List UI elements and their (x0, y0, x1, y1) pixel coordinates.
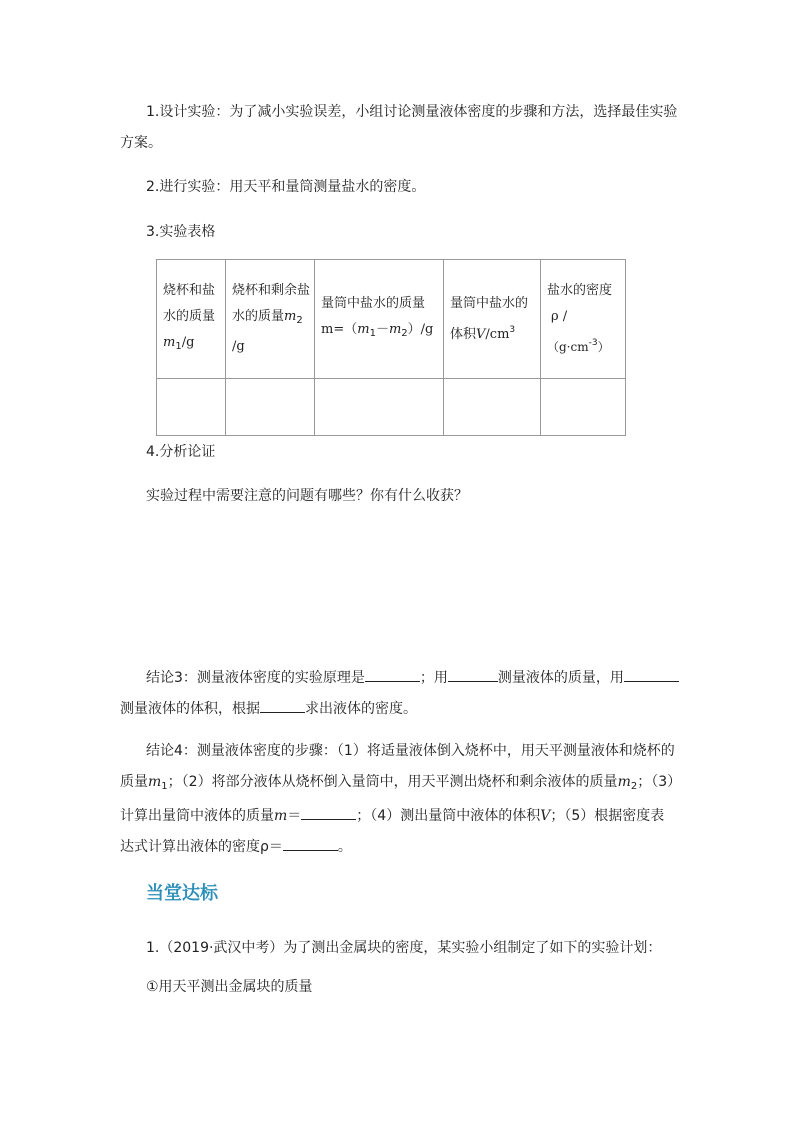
header-cell-2 (226, 260, 315, 379)
sub-1: 1 (161, 781, 168, 792)
conclusion-4-line-4 (120, 834, 352, 857)
conclusion-4-text: ；（4）测出量筒中液体的体积 (356, 808, 541, 824)
section-2: 2.进行实验：用天平和量筒测量盐水的密度。 (146, 179, 426, 195)
section-3: 3.实验表格 (146, 224, 216, 240)
conclusion-4-line-3 (120, 803, 664, 826)
header-5-line-2: ρ / (551, 308, 568, 324)
conclusion-4-text: 质量 (120, 774, 148, 790)
header-2-sub: 2 (296, 315, 303, 326)
sub-2: 2 (630, 781, 638, 792)
header-2-unit: /g (232, 339, 245, 354)
question-1-step-1: ①用天平测出金属块的质量 (146, 979, 313, 995)
conclusion-3-part-5: 求出液体的密度。 (305, 701, 417, 717)
var-m: m (148, 774, 162, 790)
experiment-table (156, 259, 626, 436)
header-2-line-2: 水的质量 (232, 309, 285, 324)
header-3-line-1: 量筒中盐水的质量 (321, 296, 426, 311)
header-cell-4 (444, 260, 541, 379)
header-4-line-2: 体积 (450, 326, 477, 342)
table-cell[interactable] (541, 379, 626, 436)
header-4-unit: /cm (485, 326, 510, 342)
header-1-line-2: 水的质量 (163, 309, 216, 324)
table-cell[interactable] (226, 379, 315, 436)
conclusion-3-part-1: 结论3：测量液体密度的实验原理是 (146, 670, 365, 686)
header-4-sup: 3 (509, 324, 516, 335)
conclusion-3-line-1 (146, 665, 679, 688)
question-text: 实验过程中需要注意的问题有哪些？你有什么收获？ (146, 488, 468, 504)
question-1: 1.（2019·武汉中考）为了测出金属块的密度，某实验小组制定了如下的实验计划： (146, 940, 662, 956)
table-empty-row (157, 379, 626, 436)
header-1-unit: /g (181, 335, 195, 350)
header-3-minus: － (375, 322, 389, 337)
section-heading: 当堂达标 (146, 883, 218, 904)
header-cell-1 (157, 260, 226, 379)
blank-field[interactable] (283, 834, 338, 851)
header-1-sub: 1 (175, 341, 182, 352)
conclusion-3-part-2: ；用 (419, 670, 448, 686)
header-1-line-1: 烧杯和盐 (163, 283, 216, 298)
conclusion-3-part-4: 测量液体的体积，根据 (120, 701, 260, 717)
header-4-line-1: 量筒中盐水的 (450, 295, 529, 311)
conclusion-4-line-1: 结论4：测量液体密度的步骤：（1）将适量液体倒入烧杯中，用天平测量液体和烧杯的 (146, 743, 675, 759)
header-3-sub-2: 2 (401, 328, 408, 339)
header-3-var-2: m (388, 322, 402, 337)
header-5-sup: -3 (588, 337, 598, 348)
header-3-open: m=（ (321, 322, 358, 337)
blank-field[interactable] (448, 665, 498, 682)
header-2-var: m (284, 309, 297, 324)
blank-field[interactable] (301, 803, 356, 820)
header-1-var: m (163, 335, 176, 350)
header-5-line-1: 盐水的密度 (547, 282, 613, 298)
header-5-close: ） (597, 339, 610, 354)
table-cell[interactable] (157, 379, 226, 436)
equals-sign: ＝ (287, 808, 302, 824)
conclusion-3-line-2 (120, 696, 417, 719)
blank-field[interactable] (260, 696, 305, 713)
conclusion-4-text: ；（2）将部分液体从烧杯倒入量筒中，用天平测出烧杯和剩余液体的质量 (167, 774, 618, 790)
header-3-sub-1: 1 (369, 328, 376, 339)
conclusion-4-text: 达式计算出液体的密度ρ＝ (120, 839, 283, 855)
header-3-unit: ）/g (407, 322, 434, 337)
conclusion-3-part-3: 测量液体的质量，用 (497, 670, 624, 686)
conclusion-4-text: 。 (337, 839, 352, 855)
table-header-row (157, 260, 626, 379)
header-5-unit: （g·cm (547, 339, 589, 354)
header-cell-5 (541, 260, 626, 379)
table-cell[interactable] (444, 379, 541, 436)
conclusion-4-text: ；（3） (637, 774, 682, 790)
header-cell-3 (315, 260, 444, 379)
table-cell[interactable] (315, 379, 444, 436)
conclusion-4-line-2 (120, 772, 681, 797)
var-m: m (274, 808, 288, 824)
section-1-line-1: 1.设计实验：为了减小实验误差，小组讨论测量液体密度的步骤和方法，选择最佳实验 (146, 104, 678, 120)
section-1-line-2: 方案。 (120, 135, 162, 151)
var-m: m (617, 774, 631, 790)
header-4-var: V (476, 326, 486, 342)
conclusion-4-text: 计算出量筒中液体的质量 (120, 808, 274, 824)
header-3-var-1: m (357, 322, 370, 337)
var-v: V (540, 808, 551, 824)
conclusion-4-text: ；（5）根据密度表 (550, 808, 665, 824)
blank-field[interactable] (624, 665, 679, 682)
section-4: 4.分析论证 (146, 444, 216, 460)
header-2-line-1: 烧杯和剩余盐 (232, 283, 311, 298)
blank-field[interactable] (365, 665, 420, 682)
